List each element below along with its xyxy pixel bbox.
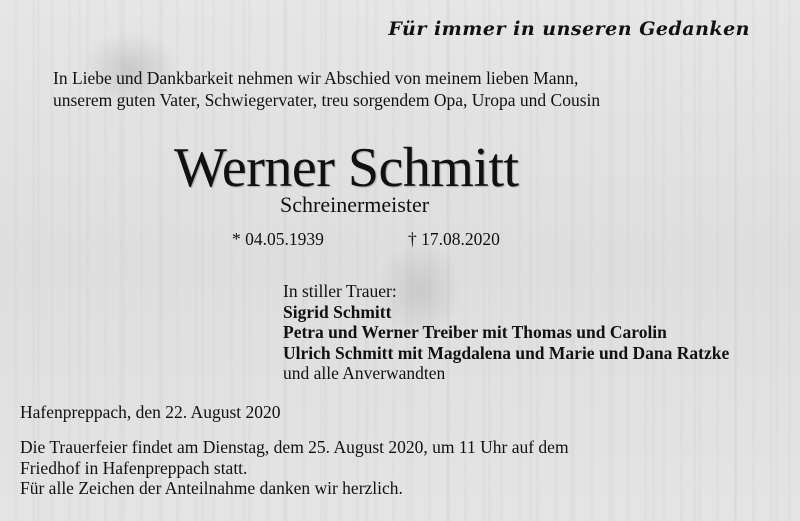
mourners-closing: und alle Anverwandten xyxy=(283,363,446,383)
motto: Für immer in unseren Gedanken xyxy=(388,18,750,40)
mourner-name: Ulrich Schmitt mit Magdalena und Marie und Dana Ratzke xyxy=(283,342,730,363)
service-line: Die Trauerfeier findet am Dienstag, dem 25. August 2020, um 11 Uhr auf dem xyxy=(20,437,569,457)
deceased-name: Werner Schmitt xyxy=(174,137,519,199)
profession: Schreinermeister xyxy=(280,192,430,217)
service-line: Friedhof in Hafenpreppach statt. xyxy=(20,457,248,478)
intro-text xyxy=(53,67,600,111)
mourners-heading: In stiller Trauer: xyxy=(283,281,397,301)
mourners-block xyxy=(283,281,729,384)
service-info xyxy=(20,437,569,499)
service-line: Für alle Zeichen der Anteilnahme danken wir herzlich. xyxy=(20,478,403,498)
intro-line: unserem guten Vater, Schwiegervater, treu sorgendem Opa, Uropa und Cousin xyxy=(53,90,601,110)
death-date: † 17.08.2020 xyxy=(408,229,500,249)
place-date: Hafenpreppach, den 22. August 2020 xyxy=(20,402,281,422)
birth-date: * 04.05.1939 xyxy=(232,229,324,249)
mourner-name: Sigrid Schmitt xyxy=(283,301,392,322)
mourner-name: Petra und Werner Treiber mit Thomas und Carolin xyxy=(283,322,667,342)
intro-line: In Liebe und Dankbarkeit nehmen wir Abschied von meinem lieben Mann, xyxy=(53,68,579,88)
